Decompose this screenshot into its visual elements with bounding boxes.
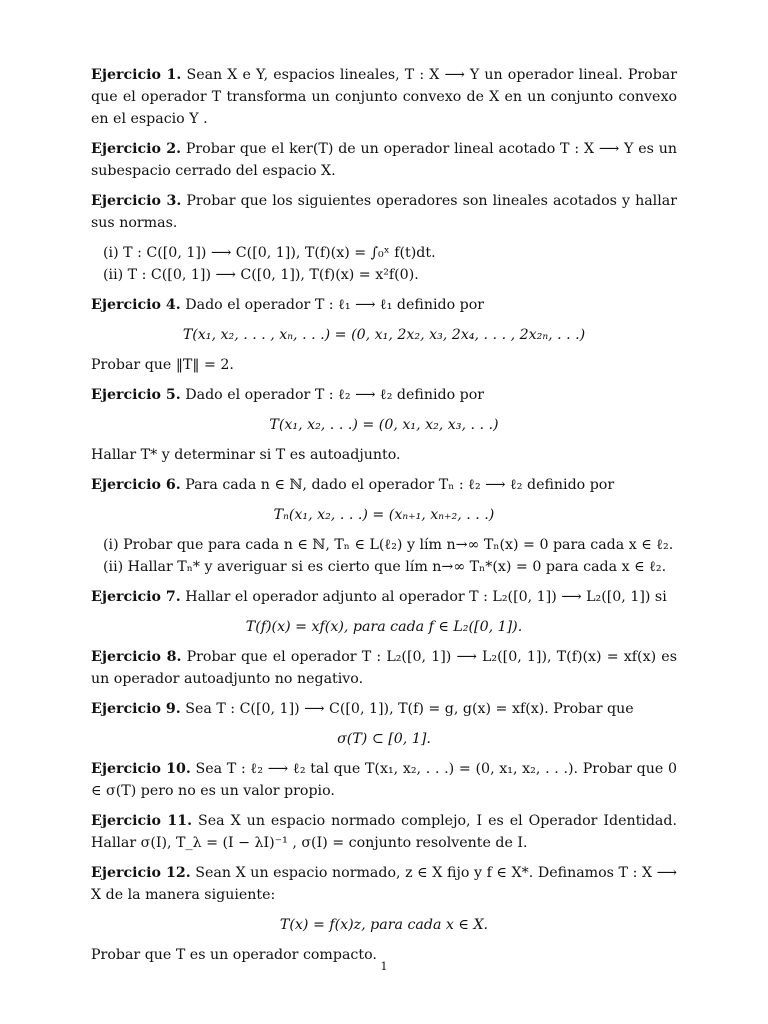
exercise-statement	[91, 64, 677, 130]
exercise-text: Dado el operador T : ℓ₂ ⟶ ℓ₂ definido por	[185, 387, 485, 403]
exercise-label: Ejercicio 3.	[91, 193, 182, 209]
exercise-block	[91, 474, 677, 586]
exercise-block	[91, 190, 677, 294]
exercise-subitem: (i) T : C([0, 1]) ⟶ C([0, 1]), T(f)(x) = ∫₀ˣ f(t)dt.	[103, 245, 436, 261]
exercise-followup: Probar que T es un operador compacto.	[91, 947, 377, 963]
exercise-statement	[91, 294, 677, 316]
exercise-label: Ejercicio 9.	[91, 701, 181, 717]
exercise-statement	[91, 810, 677, 854]
exercise-label: Ejercicio 10.	[91, 761, 191, 777]
exercise-statement	[91, 758, 677, 802]
exercise-subitem: (i) Probar que para cada n ∈ ℕ, Tₙ ∈ L(ℓ₂) y lím n→∞ Tₙ(x) = 0 para cada x ∈ ℓ₂.	[103, 537, 674, 553]
exercise-block	[91, 646, 677, 690]
exercise-label: Ejercicio 6.	[91, 477, 181, 493]
exercise-label: Ejercicio 5.	[91, 387, 181, 403]
display-equation: T(x₁, x₂, . . . , xₙ, . . .) = (0, x₁, 2x₂, x₃, 2x₄, . . . , 2x₂ₙ, . . .)	[182, 327, 586, 343]
exercise-followup: Probar que ‖T‖ = 2.	[91, 357, 234, 373]
exercise-text: Sea T : ℓ₂ ⟶ ℓ₂ tal que T(x₁, x₂, . . .) = (0, x₁, x₂, . . .). Probar que 0 ∈ σ(T) pero no es un valor propio.	[91, 761, 678, 799]
exercise-block	[91, 586, 677, 638]
exercise-block	[91, 698, 677, 750]
exercise-followup: Hallar T* y determinar si T es autoadjunto.	[91, 447, 401, 463]
exercise-statement	[91, 586, 677, 608]
display-equation: T(x) = f(x)z, para cada x ∈ X.	[279, 917, 489, 933]
exercise-block	[91, 384, 677, 466]
exercise-statement	[91, 190, 677, 234]
exercise-label: Ejercicio 11.	[91, 813, 193, 829]
page-number: 1	[380, 960, 388, 973]
display-equation: T(f)(x) = xf(x), para cada f ∈ L₂([0, 1]).	[245, 619, 523, 635]
exercise-block	[91, 138, 677, 182]
exercise-block	[91, 758, 677, 802]
display-equation: σ(T) ⊂ [0, 1].	[337, 731, 431, 747]
exercise-label: Ejercicio 12.	[91, 865, 191, 881]
exercise-subitem: (ii) T : C([0, 1]) ⟶ C([0, 1]), T(f)(x) = x²f(0).	[103, 267, 419, 283]
display-equation: Tₙ(x₁, x₂, . . .) = (xₙ₊₁, xₙ₊₂, . . .)	[273, 507, 495, 523]
exercise-text: Para cada n ∈ ℕ, dado el operador Tₙ : ℓ₂ ⟶ ℓ₂ definido por	[185, 477, 615, 493]
exercise-text: Sea T : C([0, 1]) ⟶ C([0, 1]), T(f) = g, g(x) = xf(x). Probar que	[185, 701, 634, 717]
exercise-statement	[91, 646, 677, 690]
exercise-block	[91, 862, 677, 966]
exercise-label: Ejercicio 7.	[91, 589, 181, 605]
exercise-text: Probar que los siguientes operadores son lineales acotados y hallar sus normas.	[91, 193, 677, 231]
exercise-statement	[91, 138, 677, 182]
exercise-statement	[91, 698, 677, 720]
exercise-text: Hallar el operador adjunto al operador T : L₂([0, 1]) ⟶ L₂([0, 1]) si	[185, 589, 667, 605]
exercise-block	[91, 294, 677, 376]
exercise-text: Sean X e Y, espacios lineales, T : X ⟶ Y un operador lineal. Probar que el operador T transforma un conjunto convexo de X en un conjunto convexo en el espacio Y .	[91, 67, 678, 127]
document-body	[91, 64, 677, 974]
exercise-label: Ejercicio 2.	[91, 141, 182, 157]
exercise-statement	[91, 384, 677, 406]
exercise-statement	[91, 474, 677, 496]
exercise-label: Ejercicio 1.	[91, 67, 182, 83]
exercise-block	[91, 810, 677, 854]
display-equation: T(x₁, x₂, . . .) = (0, x₁, x₂, x₃, . . .)	[269, 417, 499, 433]
exercise-block	[91, 64, 677, 130]
exercise-text: Sea X un espacio normado complejo, I es el Operador Identidad. Hallar σ(I), T_λ = (I − λI)⁻¹ , σ(I) = conjunto resolvente de I.	[91, 813, 677, 851]
exercise-statement	[91, 862, 677, 906]
exercise-label: Ejercicio 4.	[91, 297, 181, 313]
exercise-subitem: (ii) Hallar Tₙ* y averiguar si es cierto que lím n→∞ Tₙ*(x) = 0 para cada x ∈ ℓ₂.	[103, 559, 667, 575]
exercise-label: Ejercicio 8.	[91, 649, 182, 665]
exercise-text: Probar que el operador T : L₂([0, 1]) ⟶ L₂([0, 1]), T(f)(x) = xf(x) es un operador autoadjunto no negativo.	[91, 649, 677, 687]
exercise-text: Dado el operador T : ℓ₁ ⟶ ℓ₁ definido por	[185, 297, 485, 313]
exercise-text: Probar que el ker(T) de un operador lineal acotado T : X ⟶ Y es un subespacio cerrado del espacio X.	[91, 141, 677, 179]
exercise-text: Sean X un espacio normado, z ∈ X fijo y f ∈ X*. Definamos T : X ⟶ X de la manera siguiente:	[91, 865, 678, 903]
